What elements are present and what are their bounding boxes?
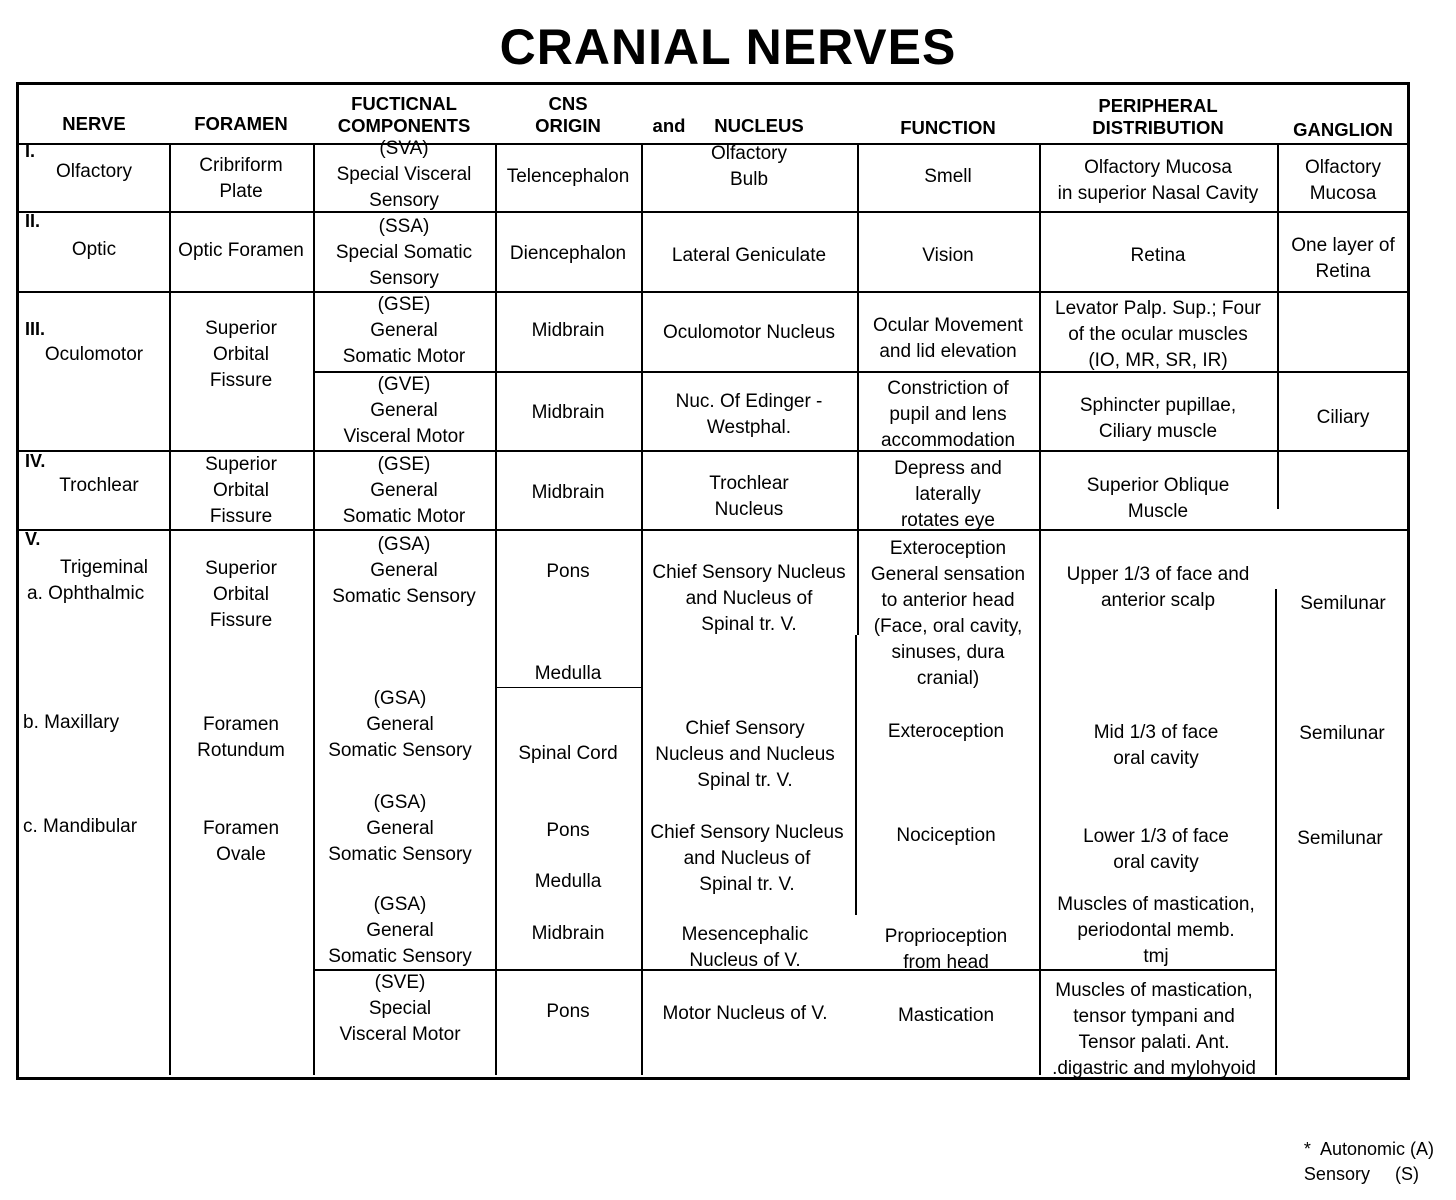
nerve-branch-mandibular: c. Mandibular: [23, 816, 138, 837]
foramen-cell: Cribriform Plate: [199, 155, 283, 202]
nucleus-cell: Trochlear Nucleus: [709, 473, 789, 520]
peripheral-cell: Superior Oblique Muscle: [1086, 475, 1230, 522]
header-function: FUNCTION: [900, 117, 996, 138]
cns-cell: Pons: [546, 561, 590, 582]
nucleus-cell: Chief Sensory Nucleus and Nucleus Spinal tr. V.: [655, 718, 835, 791]
ganglion-cell: Olfactory Mucosa: [1304, 157, 1382, 204]
components-cell: (GSE) General Somatic Motor: [342, 294, 466, 367]
peripheral-cell: Lower 1/3 of face oral cavity: [1083, 826, 1229, 873]
ganglion-cell: Semilunar: [1299, 723, 1385, 744]
footnote-autonomic: Autonomic (A): [1319, 1139, 1434, 1159]
nucleus-cell: Chief Sensory Nucleus and Nucleus of Spinal tr. V.: [652, 562, 846, 635]
foramen-cell: Foramen Rotundum: [197, 714, 285, 761]
peripheral-cell: Sphincter pupillae, Ciliary muscle: [1079, 395, 1237, 442]
nerve-name: Optic: [71, 239, 117, 260]
function-cell: Smell: [924, 166, 972, 187]
nucleus-cell: Oculomotor Nucleus: [662, 322, 836, 343]
cns-medulla-divider: [495, 687, 641, 688]
foramen-cell: Superior Orbital Fissure: [205, 318, 277, 391]
row-number: I.: [25, 141, 36, 161]
ganglion-cell: Semilunar: [1297, 828, 1383, 849]
ganglion-cell: One layer of Retina: [1291, 235, 1395, 282]
row-number: II.: [25, 211, 41, 231]
row-number: III.: [25, 319, 46, 339]
nerve-name-trigeminal: Trigeminal: [60, 557, 148, 578]
function-cell: Depress and laterally rotates eye: [894, 458, 1002, 531]
function-cell: Exteroception: [887, 721, 1005, 742]
components-cell: (SSA) Special Somatic Sensory: [335, 216, 473, 289]
header-foramen: FORAMEN: [194, 113, 288, 134]
cranial-nerves-table: [16, 82, 1410, 1080]
ganglion-cell: Semilunar: [1300, 593, 1386, 614]
cns-cell: Midbrain: [531, 401, 605, 423]
nucleus-cell: Chief Sensory Nucleus and Nucleus of Spinal tr. V.: [650, 822, 844, 895]
cns-cell: Diencephalon: [509, 243, 627, 264]
function-cell: Ocular Movement and lid elevation: [873, 315, 1023, 362]
page-title: CRANIAL NERVES: [499, 19, 957, 75]
nucleus-cell: Nuc. Of Edinger - Westphal.: [675, 391, 823, 438]
nerve-name: Olfactory: [55, 161, 133, 182]
cns-cell: Telencephalon: [506, 166, 630, 187]
header-ganglion: GANGLION: [1293, 119, 1393, 140]
foramen-cell: Foramen Ovale: [202, 818, 280, 865]
components-cell: (SVA) Special Visceral Sensory: [336, 138, 472, 211]
function-cell: Exteroception General sensation to anterior head (Face, oral cavity, sinuses, dura cranial): [870, 538, 1026, 689]
nucleus-cell: Mesencephalic Nucleus of V.: [681, 924, 809, 971]
components-cell: (GVE) General Visceral Motor: [343, 373, 465, 447]
ganglion-cell: [1277, 295, 1409, 375]
foramen-cell: Superior Orbital Fissure: [205, 454, 277, 527]
nerve-name: Oculomotor: [44, 344, 144, 365]
cns-cell: Pons: [546, 820, 590, 841]
cns-cell: Midbrain: [531, 482, 605, 503]
nucleus-cell: Lateral Geniculate: [671, 245, 827, 266]
nucleus-cell: Olfactory Bulb: [710, 143, 788, 190]
peripheral-cell: Retina: [1130, 245, 1186, 266]
header-peripheral-distribution: PERIPHERAL DISTRIBUTION: [1092, 95, 1224, 138]
cns-cell: Midbrain: [531, 320, 605, 341]
row-number: V.: [25, 529, 41, 549]
footnote-asterisk: *: [1303, 1139, 1311, 1159]
peripheral-cell: Upper 1/3 of face and anterior scalp: [1066, 564, 1250, 611]
function-cell: Nociception: [896, 825, 996, 846]
components-cell: (GSA) General Somatic Sensory: [328, 792, 472, 865]
components-cell: (SVE) Special Visceral Motor: [339, 972, 461, 1045]
components-cell: (GSA) General Somatic Sensory: [332, 534, 476, 607]
function-cell: Proprioception from head: [884, 926, 1008, 973]
components-cell: (GSA) General Somatic Sensory: [328, 894, 472, 967]
peripheral-cell: Olfactory Mucosa in superior Nasal Cavity: [1057, 157, 1259, 204]
header-functional-components: FUCTICNAL COMPONENTS: [337, 93, 471, 136]
peripheral-cell: Mid 1/3 of face oral cavity: [1093, 722, 1219, 769]
header-cns-origin: CNS ORIGIN: [535, 93, 601, 136]
foramen-cell: Superior Orbital Fissure: [205, 558, 277, 631]
cns-cell: Pons: [546, 1001, 590, 1022]
header-nucleus: NUCLEUS: [714, 115, 804, 136]
function-cell: Mastication: [897, 1005, 995, 1026]
peripheral-cell: Muscles of mastication, periodontal memb. tmj: [1057, 894, 1255, 967]
cns-cell: Spinal Cord: [518, 743, 618, 764]
nucleus-cell: Motor Nucleus of V.: [662, 1003, 828, 1024]
cns-cell: Midbrain: [531, 923, 605, 944]
ganglion-cell: Ciliary: [1316, 407, 1370, 428]
header-and: and: [652, 115, 686, 136]
row-number: IV.: [25, 451, 46, 471]
components-cell: (GSE) General Somatic Motor: [342, 454, 466, 527]
cns-cell: Medulla: [534, 871, 602, 892]
foramen-cell: Optic Foramen: [178, 240, 304, 261]
components-cell: (GSA) General Somatic Sensory: [328, 688, 472, 761]
footnote-sensory: Sensory (S): [1303, 1164, 1419, 1184]
cns-cell: Medulla: [534, 663, 602, 684]
footnote-legend: [1304, 1137, 1434, 1187]
function-cell: Vision: [922, 245, 974, 266]
nerve-name: Trochlear: [59, 475, 139, 496]
peripheral-cell: Levator Palp. Sup.; Four of the ocular muscles (IO, MR, SR, IR): [1055, 298, 1261, 371]
nerve-branch-ophthalmic: a. Ophthalmic: [27, 583, 145, 604]
function-cell: Constriction of pupil and lens accommodation: [880, 378, 1016, 451]
peripheral-cell: Muscles of mastication, tensor tympani and Tensor palati. Ant. .digastric and mylohyoid: [1052, 980, 1256, 1079]
header-nerve: NERVE: [62, 113, 126, 134]
nerve-branch-maxillary: b. Maxillary: [23, 712, 120, 733]
